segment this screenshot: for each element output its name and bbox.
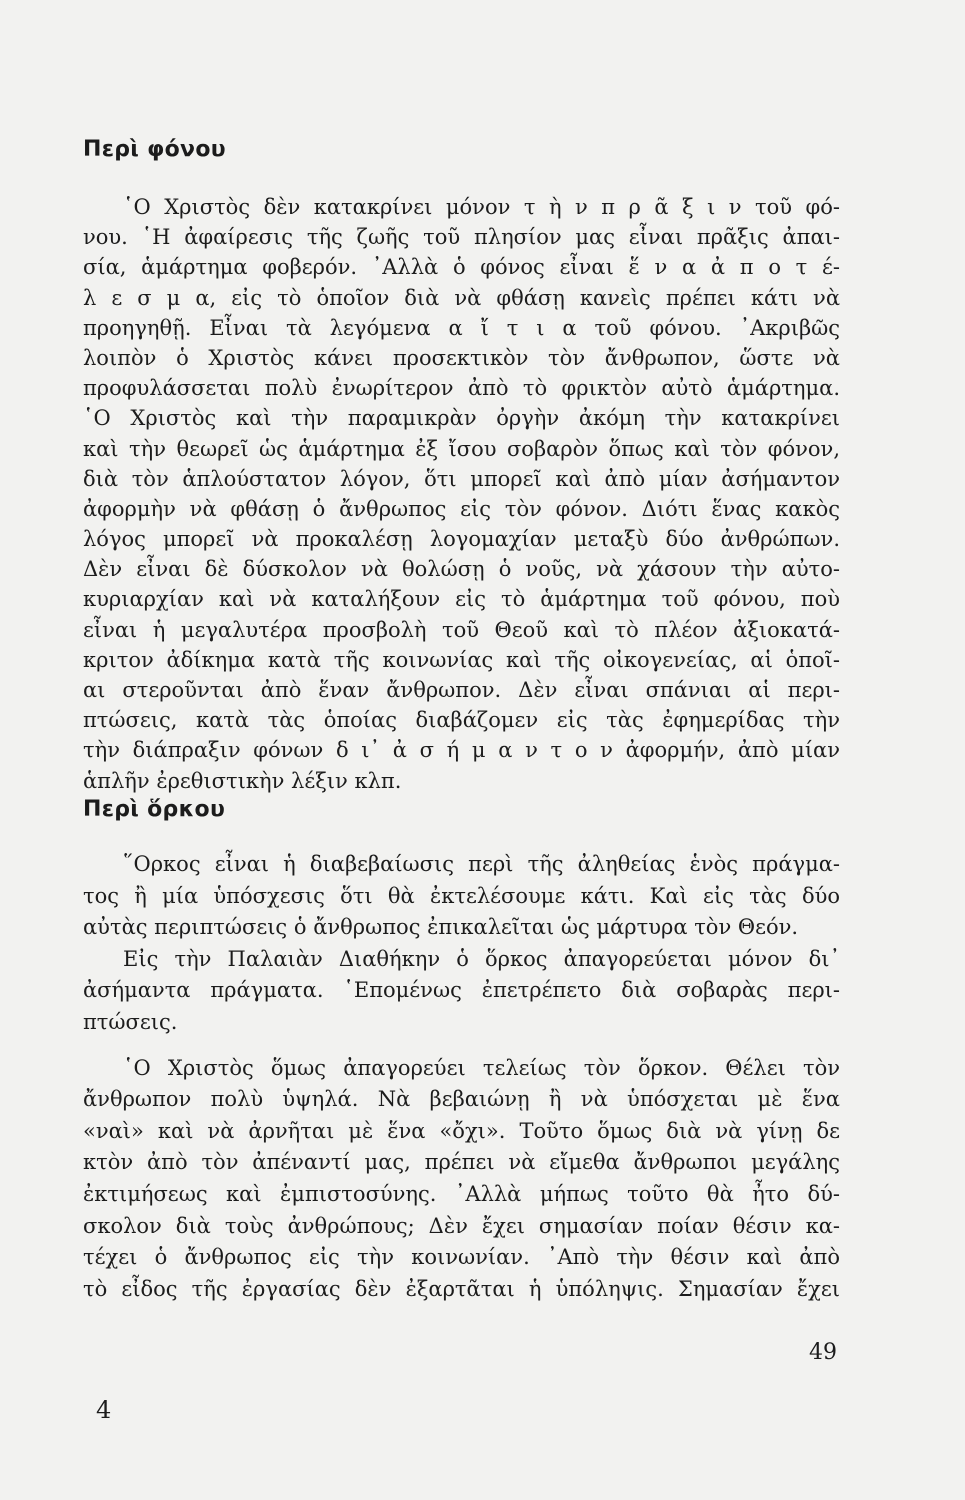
text-line: αι στεροῦνται ἀπὸ ἕναν ἄνθρωπον. Δὲν εἶναι σπάνιαι αἱ περι- xyxy=(83,678,840,702)
text-line: ῞Ορκος εἶναι ἡ διαβεβαίωσις περὶ τῆς ἀληθείας ἑνὸς πράγμα- xyxy=(123,852,840,876)
text-line: ἁπλῆν ἐρεθιστικὴν λέξιν κλπ. xyxy=(83,768,402,793)
text-line: τος ἢ μία ὑπόσχεσις ὅτι θὰ ἐκτελέσουμε κάτι. Καὶ εἰς τὰς δύο xyxy=(83,883,840,908)
paragraph-gap xyxy=(83,1039,840,1053)
text-line: ῾Ο Χριστὸς δὲν κατακρίνει μόνον τ ὴ ν π ρ ᾶ ξ ι ν τοῦ φό- xyxy=(123,195,840,219)
text-line: σία, ἁμάρτημα φοβερόν. ᾿Αλλὰ ὁ φόνος εἶναι ἕ ν α ἀ π ο τ έ- xyxy=(83,255,840,280)
text-line: καὶ τὴν θεωρεῖ ὡς ἁμάρτημα ἐξ ἴσου σοβαρὸν ὅπως καὶ τὸν φόνον, xyxy=(83,436,840,461)
signature-mark: 4 xyxy=(96,1396,112,1424)
text-line: ἐκτιμήσεως καὶ ἐμπιστοσύνης. ᾿Αλλὰ μήπως τοῦτο θὰ ἦτο δύ- xyxy=(83,1181,840,1206)
text-line: τὴν διάπραξιν φόνων δ ι᾿ ἀ σ ή μ α ν τ ο ν ἀφορμήν, ἀπὸ μίαν xyxy=(83,738,840,763)
section-murder-body xyxy=(83,192,840,796)
text-line: λ ε σ μ α, εἰς τὸ ὁποῖον διὰ νὰ φθάσῃ κανεὶς πρέπει κάτι νὰ xyxy=(83,285,840,310)
text-line: προηγηθῇ. Εἶναι τὰ λεγόμενα α ἴ τ ι α τοῦ φόνου. ᾿Ακριβῶς xyxy=(83,315,840,340)
text-line: ἀφορμὴν νὰ φθάσῃ ὁ ἄνθρωπος εἰς τὸν φόνον. Διότι ἕνας κακὸς xyxy=(83,496,840,521)
text-line: ἀσήμαντα πράγματα. ῾Επομένως ἐπετρέπετο διὰ σοβαρὰς περι- xyxy=(83,978,840,1003)
text-line: ῾Ο Χριστὸς καὶ τὴν παραμικρὰν ὀργὴν ἀκόμη τὴν κατακρίνει xyxy=(83,406,840,431)
text-line: τέχει ὁ ἄνθρωπος εἰς τὴν κοινωνίαν. ᾿Απὸ τὴν θέσιν καὶ ἀπὸ xyxy=(83,1245,840,1270)
text-line: λοιπὸν ὁ Χριστὸς κάνει προσεκτικὸν τὸν ἄνθρωπον, ὥστε νὰ xyxy=(83,345,840,370)
text-line: πτώσεις. xyxy=(83,1009,178,1034)
text-line: ἄνθρωπον πολὺ ὑψηλά. Νὰ βεβαιώνῃ ἢ νὰ ὑπόσχεται μὲ ἕνα xyxy=(83,1087,840,1112)
text-line: πτώσεις, κατὰ τὰς ὁποίας διαβάζομεν εἰς τὰς ἐφημερίδας τὴν xyxy=(83,708,840,733)
text-line: εἶναι ἡ μεγαλυτέρα προσβολὴ τοῦ Θεοῦ καὶ τὸ πλέον ἀξιοκατά- xyxy=(83,617,840,642)
text-line: κριτον ἀδίκημα κατὰ τῆς κοινωνίας καὶ τῆς οἰκογενείας, αἱ ὁποῖ- xyxy=(83,647,840,672)
page-number: 49 xyxy=(809,1340,837,1365)
text-line: προφυλάσσεται πολὺ ἐνωρίτερον ἀπὸ τὸ φρικτὸν αὐτὸ ἁμάρτημα. xyxy=(83,376,840,401)
text-line: Εἰς τὴν Παλαιὰν Διαθήκην ὁ ὅρκος ἀπαγορεύεται μόνον δι᾿ xyxy=(123,946,840,971)
text-line: λόγος μπορεῖ νὰ προκαλέσῃ λογομαχίαν μεταξὺ δύο ἀνθρώπων. xyxy=(83,527,840,552)
section-heading-oath: Περὶ ὅρκου xyxy=(83,797,226,822)
text-line: διὰ τὸν ἁπλούστατον λόγον, ὅτι μπορεῖ καὶ ἀπὸ μίαν ἀσήμαντον xyxy=(83,466,840,491)
text-line: «ναὶ» καὶ νὰ ἀρνῆται μὲ ἕνα «ὄχι». Τοῦτο ὅμως διὰ νὰ γίνῃ δε xyxy=(83,1118,840,1143)
section-heading-murder: Περὶ φόνου xyxy=(83,137,226,162)
text-line: κυριαρχίαν καὶ νὰ καταλήξουν εἰς τὸ ἁμάρτημα τοῦ φόνου, ποὺ xyxy=(83,587,840,612)
section-oath-body xyxy=(83,849,840,1305)
text-line: ῾Ο Χριστὸς ὅμως ἀπαγορεύει τελείως τὸν ὅρκον. Θέλει τὸν xyxy=(123,1055,840,1080)
text-line: Δὲν εἶναι δὲ δύσκολον νὰ θολώσῃ ὁ νοῦς, νὰ χάσουν τὴν αὐτο- xyxy=(83,557,840,582)
text-line: σκολον διὰ τοὺς ἀνθρώπους; Δὲν ἔχει σημασίαν ποίαν θέσιν κα- xyxy=(83,1213,840,1238)
text-line: αὐτὰς περιπτώσεις ὁ ἄνθρωπος ἐπικαλεῖται ὡς μάρτυρα τὸν Θεόν. xyxy=(83,915,799,940)
text-line: κτὸν ἀπὸ τὸν ἀπέναντί μας, πρέπει νὰ εἴμεθα ἄνθρωποι μεγάλης xyxy=(83,1150,840,1175)
text-line: τὸ εἶδος τῆς ἐργασίας δὲν ἐξαρτᾶται ἡ ὑπόληψις. Σημασίαν ἔχει xyxy=(83,1276,840,1301)
text-line: νου. ῾Η ἀφαίρεσις τῆς ζωῆς τοῦ πλησίον μας εἶναι πρᾶξις ἀπαι- xyxy=(83,225,840,250)
